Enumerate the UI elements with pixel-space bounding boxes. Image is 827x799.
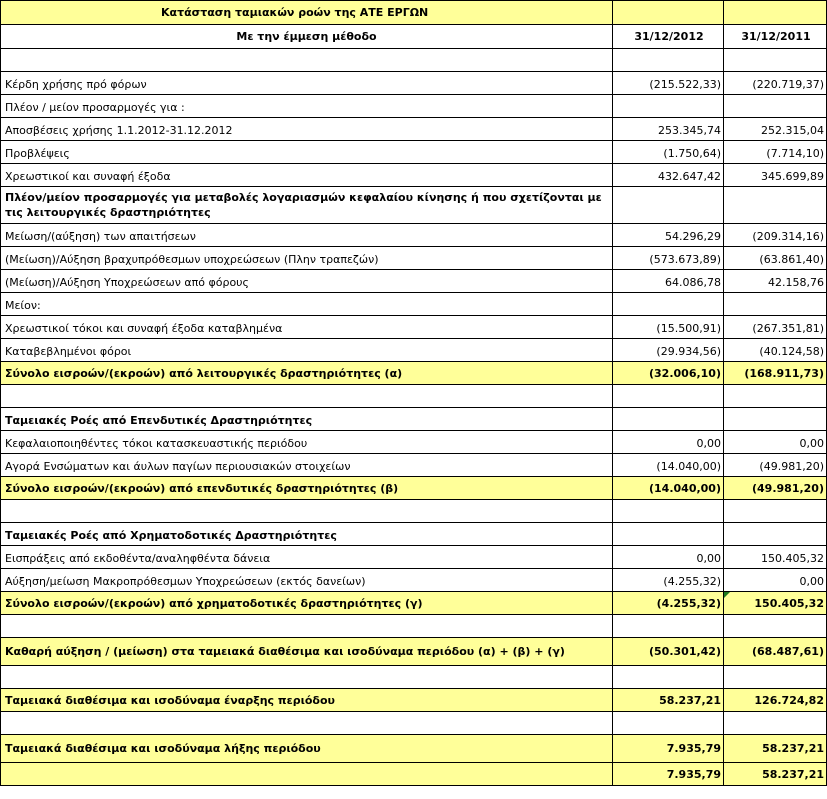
table-row [1, 546, 827, 569]
subtotal-label[interactable]: Σύνολο εισροών/(εκροών) από χρηματοδοτικές δραστηριότητες (γ) [1, 592, 613, 615]
row-label[interactable]: (Μείωση)/Αύξηση Υποχρεώσεων από φόρους [1, 270, 613, 293]
value-2011[interactable]: 0,00 [724, 569, 827, 592]
row-label[interactable] [1, 666, 613, 689]
value-2011[interactable]: (267.351,81) [724, 316, 827, 339]
value-2011[interactable] [724, 500, 827, 523]
value-2011[interactable] [724, 523, 827, 546]
check-2011[interactable]: 58.237,21 [724, 763, 827, 786]
column-header-2011[interactable]: 31/12/2011 [724, 25, 827, 49]
row-label[interactable]: Αύξηση/μείωση Μακροπρόθεσμων Υποχρεώσεων (εκτός δανείων) [1, 569, 613, 592]
subtotal-label[interactable]: Σύνολο εισροών/(εκροών) από επενδυτικές δραστηριότητες (β) [1, 477, 613, 500]
table-row [1, 164, 827, 187]
method-header[interactable]: Με την έμμεση μέθοδο [1, 25, 613, 49]
subtotal-2012[interactable]: (14.040,00) [613, 477, 724, 500]
value-2012[interactable] [613, 385, 724, 408]
table-row [1, 141, 827, 164]
column-header-2012[interactable]: 31/12/2012 [613, 25, 724, 49]
section-heading[interactable]: Ταμειακές Ροές από Χρηματοδοτικές Δραστηριότητες [1, 523, 613, 546]
table-row [1, 615, 827, 638]
row-label[interactable]: Καταβεβλημένοι φόροι [1, 339, 613, 362]
subtotal-row [1, 592, 827, 615]
subtotal-2011[interactable]: 150.405,32 [724, 592, 827, 615]
subtotal-2012[interactable]: (32.006,10) [613, 362, 724, 385]
row-label[interactable] [1, 712, 613, 735]
subtotal-row [1, 362, 827, 385]
opening-balance-label[interactable]: Ταμειακά διαθέσιμα και ισοδύναμα έναρξης περιόδου [1, 689, 613, 712]
value-2011[interactable]: 345.699,89 [724, 164, 827, 187]
row-label[interactable]: Αγορά Ενσώματων και άυλων παγίων περιουσιακών στοιχείων [1, 454, 613, 477]
table-row [1, 431, 827, 454]
value-2012[interactable] [613, 187, 724, 224]
value-2012[interactable]: (4.255,32) [613, 569, 724, 592]
value-2011[interactable] [724, 615, 827, 638]
value-2012[interactable] [613, 666, 724, 689]
table-row [1, 270, 827, 293]
value-2011[interactable]: 0,00 [724, 431, 827, 454]
closing-balance-label[interactable]: Ταμειακά διαθέσιμα και ισοδύναμα λήξης περιόδου [1, 735, 613, 763]
row-label[interactable]: Προβλέψεις [1, 141, 613, 164]
value-2012[interactable]: (14.040,00) [613, 454, 724, 477]
net-change-2011[interactable]: (68.487,61) [724, 638, 827, 666]
section-heading[interactable]: Πλέον/μείον προσαρμογές για μεταβολές λογαριασμών κεφαλαίου κίνησης ή που σχετίζονται με τις λειτουργικές δραστηριότητες [1, 187, 613, 224]
check-2012[interactable]: 7.935,79 [613, 763, 724, 786]
closing-balance-row [1, 735, 827, 763]
value-2011[interactable] [724, 712, 827, 735]
opening-balance-2012[interactable]: 58.237,21 [613, 689, 724, 712]
value-2012[interactable]: 253.345,74 [613, 118, 724, 141]
value-2012[interactable] [613, 500, 724, 523]
row-label[interactable]: Μείωση/(αύξηση) των απαιτήσεων [1, 224, 613, 247]
value-2012[interactable] [613, 712, 724, 735]
value-2011[interactable]: (209.314,16) [724, 224, 827, 247]
value-2011[interactable] [724, 408, 827, 431]
header-row [1, 25, 827, 49]
value-2011[interactable] [724, 187, 827, 224]
row-label[interactable]: Πλέον / μείον προσαρμογές για : [1, 95, 613, 118]
row-label[interactable]: Αποσβέσεις χρήσης 1.1.2012-31.12.2012 [1, 118, 613, 141]
value-2011[interactable]: 252.315,04 [724, 118, 827, 141]
subtotal-label[interactable]: Σύνολο εισροών/(εκροών) από λειτουργικές δραστηριότητες (α) [1, 362, 613, 385]
title-cell-empty[interactable] [724, 1, 827, 25]
opening-balance-row [1, 689, 827, 712]
subtotal-row [1, 477, 827, 500]
table-row [1, 339, 827, 362]
table-row [1, 293, 827, 316]
value-2012[interactable]: 0,00 [613, 431, 724, 454]
value-2012[interactable] [613, 523, 724, 546]
value-2011[interactable] [724, 293, 827, 316]
table-row [1, 247, 827, 270]
row-label[interactable] [1, 385, 613, 408]
subtotal-2011[interactable]: (49.981,20) [724, 477, 827, 500]
value-2012[interactable]: 432.647,42 [613, 164, 724, 187]
section-heading-row [1, 187, 827, 224]
check-row [1, 763, 827, 786]
table-row [1, 224, 827, 247]
title-cell-empty[interactable] [613, 1, 724, 25]
value-2011[interactable]: (220.719,37) [724, 72, 827, 95]
value-2012[interactable] [613, 49, 724, 72]
value-2012[interactable]: 54.296,29 [613, 224, 724, 247]
table-row [1, 316, 827, 339]
section-heading[interactable]: Ταμειακές Ροές από Επενδυτικές Δραστηριότητες [1, 408, 613, 431]
row-label[interactable]: Μείον: [1, 293, 613, 316]
value-2011[interactable]: (7.714,10) [724, 141, 827, 164]
value-2011[interactable] [724, 49, 827, 72]
table-row [1, 49, 827, 72]
closing-balance-2011[interactable]: 58.237,21 [724, 735, 827, 763]
row-label[interactable]: Κέρδη χρήσης πρό φόρων [1, 72, 613, 95]
table-row [1, 500, 827, 523]
value-2011[interactable]: 42.158,76 [724, 270, 827, 293]
row-label[interactable] [1, 49, 613, 72]
row-label[interactable]: Κεφαλαιοποιηθέντες τόκοι κατασκευαστικής περιόδου [1, 431, 613, 454]
value-2011[interactable]: 150.405,32 [724, 546, 827, 569]
table-row [1, 385, 827, 408]
value-2012[interactable] [613, 408, 724, 431]
value-2011[interactable] [724, 666, 827, 689]
row-label[interactable]: (Μείωση)/Αύξηση βραχυπρόθεσμων υποχρεώσεων (Πλην τραπεζών) [1, 247, 613, 270]
subtotal-2012[interactable]: (4.255,32) [613, 592, 724, 615]
value-2012[interactable] [613, 293, 724, 316]
net-change-label[interactable]: Καθαρή αύξηση / (μείωση) στα ταμειακά διαθέσιμα και ισοδύναμα περιόδου (α) + (β) + (γ) [1, 638, 613, 666]
value-2012[interactable]: (15.500,91) [613, 316, 724, 339]
value-2012[interactable] [613, 615, 724, 638]
value-2011[interactable] [724, 385, 827, 408]
row-label[interactable]: Χρεωστικοί και συναφή έξοδα [1, 164, 613, 187]
statement-title[interactable]: Κατάσταση ταμιακών ροών της ΑΤΕ ΕΡΓΩΝ [1, 1, 613, 25]
value-2012[interactable]: (215.522,33) [613, 72, 724, 95]
row-label[interactable] [1, 615, 613, 638]
value-2012[interactable]: (1.750,64) [613, 141, 724, 164]
closing-balance-2012[interactable]: 7.935,79 [613, 735, 724, 763]
value-2012[interactable] [613, 95, 724, 118]
subtotal-2011[interactable]: (168.911,73) [724, 362, 827, 385]
table-row [1, 666, 827, 689]
value-2011[interactable] [724, 95, 827, 118]
table-row [1, 569, 827, 592]
row-label[interactable] [1, 500, 613, 523]
table-row [1, 95, 827, 118]
net-change-2012[interactable]: (50.301,42) [613, 638, 724, 666]
value-2011[interactable]: (49.981,20) [724, 454, 827, 477]
row-label[interactable]: Χρεωστικοί τόκοι και συναφή έξοδα καταβλημένα [1, 316, 613, 339]
row-label[interactable]: Εισπράξεις από εκδοθέντα/αναληφθέντα δάνεια [1, 546, 613, 569]
net-change-row [1, 638, 827, 666]
value-2011[interactable]: (40.124,58) [724, 339, 827, 362]
opening-balance-2011[interactable]: 126.724,82 [724, 689, 827, 712]
value-2011[interactable]: (63.861,40) [724, 247, 827, 270]
table-row [1, 712, 827, 735]
section-heading-row [1, 408, 827, 431]
table-row [1, 72, 827, 95]
value-2012[interactable]: 0,00 [613, 546, 724, 569]
title-row [1, 1, 827, 25]
value-2012[interactable]: 64.086,78 [613, 270, 724, 293]
check-label[interactable] [1, 763, 613, 786]
table-row [1, 454, 827, 477]
table-row [1, 118, 827, 141]
value-2012[interactable]: (573.673,89) [613, 247, 724, 270]
section-heading-row [1, 523, 827, 546]
value-2012[interactable]: (29.934,56) [613, 339, 724, 362]
